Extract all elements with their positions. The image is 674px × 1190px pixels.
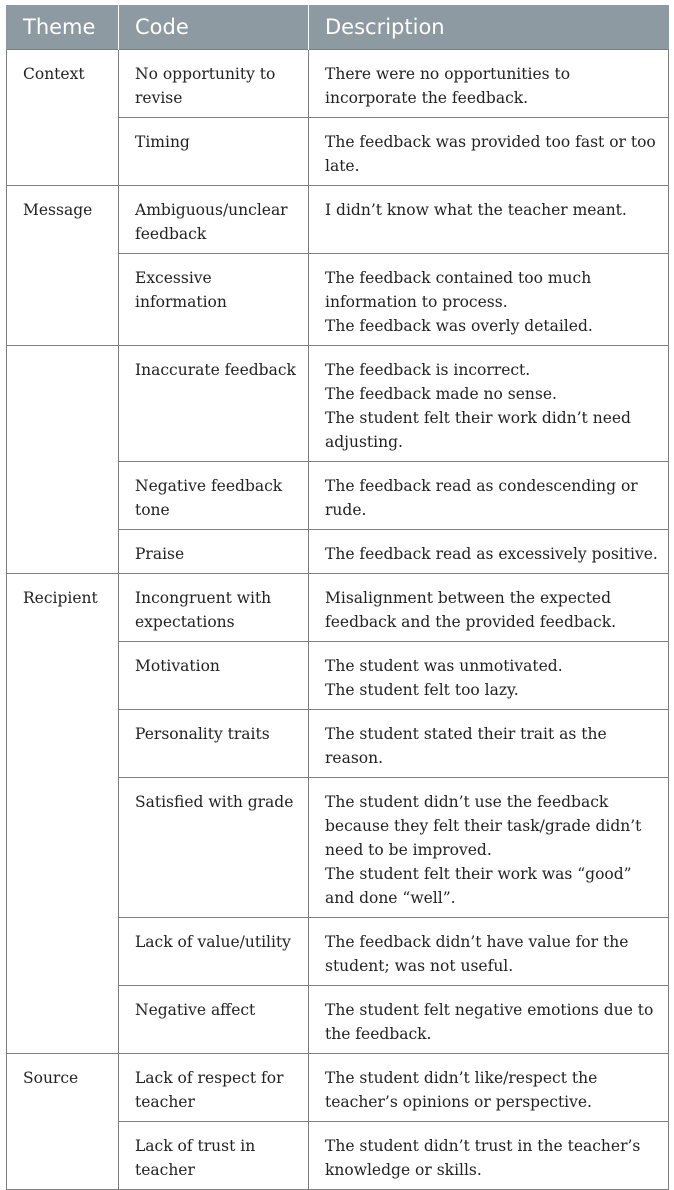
- description-line: The student felt negative emotions due to the feedback.: [325, 1001, 654, 1043]
- theme-cell: Source: [7, 1054, 119, 1190]
- code-cell: Incongruent with expectations: [119, 574, 309, 642]
- description-cell: [309, 574, 669, 642]
- description-cell: [309, 778, 669, 918]
- code-cell: Motivation: [119, 642, 309, 710]
- table-header: [7, 5, 669, 50]
- code-cell: Lack of respect for teacher: [119, 1054, 309, 1122]
- description-line: The feedback was provided too fast or too late.: [325, 133, 656, 175]
- table-row: [7, 186, 669, 254]
- description-cell: [309, 1054, 669, 1122]
- description-line: The feedback read as excessively positive.: [325, 545, 658, 563]
- description-line: The feedback is incorrect.: [325, 361, 531, 379]
- description-cell: [309, 986, 669, 1054]
- code-cell: Personality traits: [119, 710, 309, 778]
- description-line: The student didn’t use the feedback because they felt their task/grade didn’t need to be improved.: [325, 793, 642, 859]
- theme-cell: Context: [7, 50, 119, 186]
- description-line: The student stated their trait as the reason.: [325, 725, 607, 767]
- theme-cell: [7, 346, 119, 574]
- description-cell: [309, 50, 669, 118]
- table-row: [7, 50, 669, 118]
- table-row: [7, 346, 669, 462]
- description-line: The feedback read as condescending or rude.: [325, 477, 638, 519]
- header-description: Description: [309, 5, 669, 50]
- header-theme: Theme: [7, 5, 119, 50]
- description-line: The student didn’t like/respect the teacher’s opinions or perspective.: [325, 1069, 598, 1111]
- code-cell: No opportunity to revise: [119, 50, 309, 118]
- table-body: [7, 50, 669, 1190]
- code-cell: Negative feedback tone: [119, 462, 309, 530]
- code-cell: Timing: [119, 118, 309, 186]
- code-cell: Inaccurate feedback: [119, 346, 309, 462]
- header-row: [7, 5, 669, 50]
- description-line: The student felt their work didn’t need adjusting.: [325, 409, 631, 451]
- description-line: Misalignment between the expected feedback and the provided feedback.: [325, 589, 617, 631]
- description-cell: [309, 710, 669, 778]
- description-cell: [309, 530, 669, 574]
- description-line: There were no opportunities to incorporate the feedback.: [325, 65, 571, 107]
- code-cell: Lack of value/utility: [119, 918, 309, 986]
- header-code: Code: [119, 5, 309, 50]
- description-line: The student felt too lazy.: [325, 681, 519, 699]
- description-cell: [309, 186, 669, 254]
- code-cell: Excessive information: [119, 254, 309, 346]
- code-cell: Lack of trust in teacher: [119, 1122, 309, 1190]
- description-line: The feedback contained too much information to process.: [325, 269, 592, 311]
- code-cell: Praise: [119, 530, 309, 574]
- description-cell: [309, 642, 669, 710]
- description-cell: [309, 118, 669, 186]
- theme-cell: Message: [7, 186, 119, 346]
- description-cell: [309, 254, 669, 346]
- description-cell: [309, 462, 669, 530]
- description-cell: [309, 346, 669, 462]
- table-row: [7, 1054, 669, 1122]
- description-cell: [309, 1122, 669, 1190]
- description-line: I didn’t know what the teacher meant.: [325, 201, 627, 219]
- description-line: The feedback made no sense.: [325, 385, 557, 403]
- feedback-themes-table: [6, 5, 669, 1190]
- code-cell: Ambiguous/unclear feedback: [119, 186, 309, 254]
- code-cell: Satisfied with grade: [119, 778, 309, 918]
- description-line: The student didn’t trust in the teacher’s knowledge or skills.: [325, 1137, 641, 1179]
- theme-cell: Recipient: [7, 574, 119, 1054]
- code-cell: Negative affect: [119, 986, 309, 1054]
- table-row: [7, 574, 669, 642]
- description-line: The student was unmotivated.: [325, 657, 563, 675]
- description-line: The feedback was overly detailed.: [325, 317, 593, 335]
- description-line: The student felt their work was “good” and done “well”.: [325, 865, 632, 907]
- description-line: The feedback didn’t have value for the student; was not useful.: [325, 933, 629, 975]
- description-cell: [309, 918, 669, 986]
